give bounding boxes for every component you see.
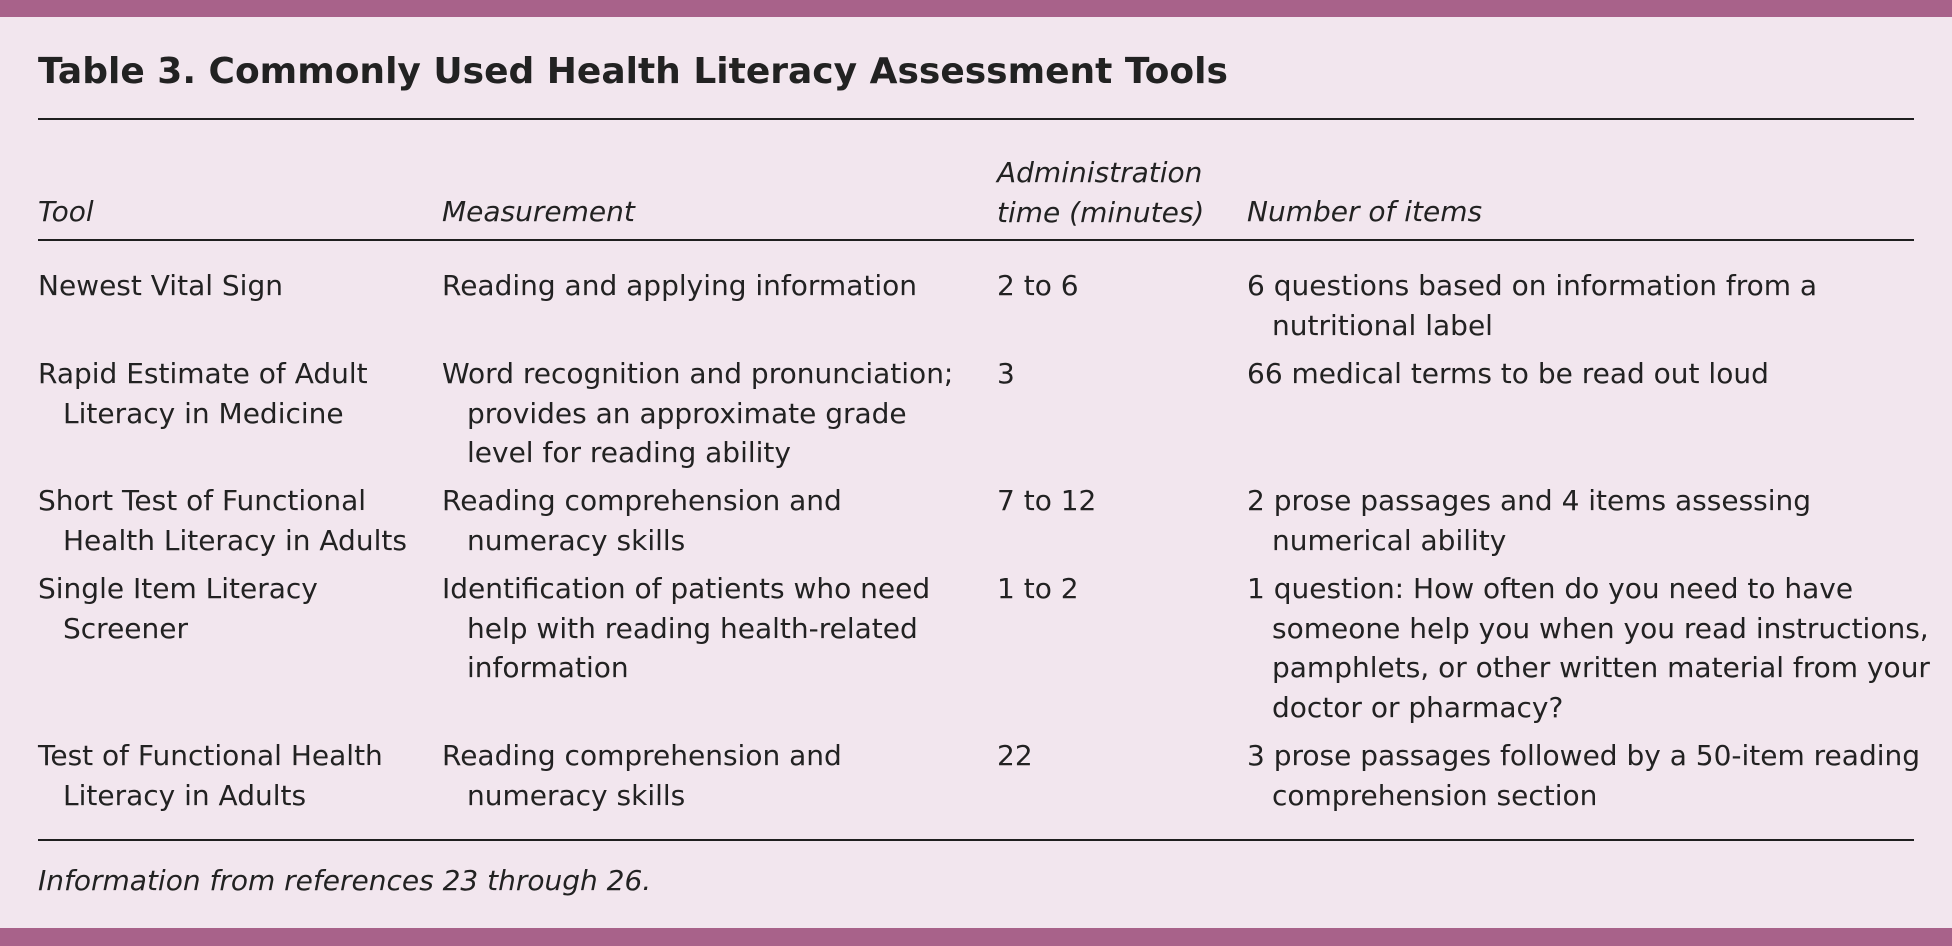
cell-items (1247, 736, 1920, 815)
cell-line: Short Test of Functional (38, 484, 367, 517)
cell-line: Reading comprehension and (442, 739, 842, 772)
cell-line: numerical ability (1272, 523, 1507, 557)
header-admin-time-line-2: time (minutes) (997, 195, 1205, 229)
cell-line: Health Literacy in Adults (63, 523, 407, 557)
cell-line: help with reading health-related (467, 611, 918, 645)
cell-tool (38, 354, 368, 433)
cell-time (997, 569, 1079, 609)
cell-line: 66 medical terms to be read out loud (1247, 357, 1769, 390)
cell-line: numeracy skills (467, 523, 686, 557)
cell-line: 2 prose passages and 4 items assessing (1247, 484, 1812, 517)
top-accent-bar (0, 0, 1952, 17)
cell-time (997, 736, 1033, 776)
header-measurement: Measurement (442, 195, 635, 228)
cell-measurement (442, 736, 842, 815)
cell-line: nutritional label (1272, 308, 1493, 342)
cell-line: Word recognition and pronunciation; (442, 357, 954, 390)
cell-line: Single Item Literacy (38, 572, 318, 605)
cell-measurement (442, 354, 953, 473)
cell-items (1247, 569, 1930, 727)
cell-line: 1 question: How often do you need to have (1247, 572, 1854, 605)
cell-line: 3 (997, 357, 1015, 390)
table-bottom-rule (38, 839, 1914, 841)
cell-items (1247, 481, 1811, 560)
cell-items (1247, 266, 1817, 345)
cell-items (1247, 354, 1769, 394)
cell-line: 1 to 2 (997, 572, 1079, 605)
title-rule (38, 118, 1914, 120)
cell-time (997, 481, 1096, 521)
header-admin-time (997, 153, 1204, 232)
cell-line: Test of Functional Health (38, 739, 383, 772)
cell-tool (38, 266, 283, 306)
cell-line: Literacy in Medicine (63, 396, 344, 430)
header-tool: Tool (38, 195, 94, 228)
cell-line: someone help you when you read instructions, (1272, 611, 1929, 645)
header-rule (38, 239, 1914, 241)
cell-line: pamphlets, or other written material from your (1272, 651, 1930, 684)
cell-line: Reading and applying information (442, 269, 917, 302)
bottom-accent-bar (0, 928, 1952, 946)
cell-line: Literacy in Adults (63, 778, 307, 812)
cell-measurement (442, 266, 917, 306)
cell-line: 3 prose passages followed by a 50-item reading (1247, 739, 1921, 772)
cell-line: Identification of patients who need (442, 572, 931, 605)
cell-measurement (442, 481, 842, 560)
cell-line: 7 to 12 (997, 484, 1097, 517)
cell-line: Rapid Estimate of Adult (38, 357, 368, 390)
header-number-of-items: Number of items (1247, 195, 1483, 228)
cell-line: comprehension section (1272, 778, 1598, 812)
cell-measurement (442, 569, 930, 688)
header-admin-time-line-1: Administration (997, 156, 1203, 189)
table-title: Table 3. Commonly Used Health Literacy Assessment Tools (38, 51, 1228, 92)
cell-line: 22 (997, 739, 1033, 772)
cell-line: information (467, 651, 629, 684)
cell-time (997, 266, 1079, 306)
cell-line: Screener (63, 611, 189, 645)
footnote: Information from references 23 through 26. (38, 864, 652, 897)
cell-line: level for reading ability (467, 436, 791, 469)
cell-time (997, 354, 1015, 394)
cell-line: doctor or pharmacy? (1272, 690, 1564, 724)
cell-line: 2 to 6 (997, 269, 1079, 302)
cell-line: Newest Vital Sign (38, 269, 283, 302)
cell-line: provides an approximate grade (467, 396, 907, 430)
cell-line: numeracy skills (467, 778, 686, 812)
cell-tool (38, 736, 383, 815)
cell-tool (38, 481, 407, 560)
cell-line: 6 questions based on information from a (1247, 269, 1818, 302)
cell-line: Reading comprehension and (442, 484, 842, 517)
cell-tool (38, 569, 318, 648)
